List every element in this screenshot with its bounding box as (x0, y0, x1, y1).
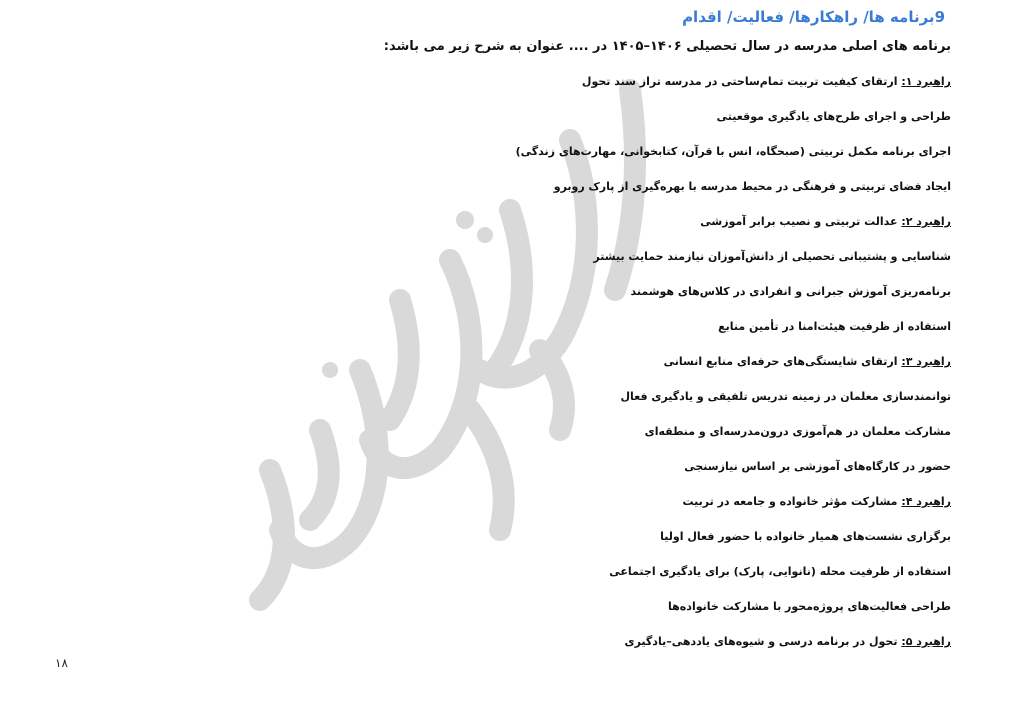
action-text: ایجاد فضای تربیتی و فرهنگی در محیط مدرسه با بهره‌گیری از پارک روبرو (553, 180, 951, 193)
action-text: برگزاری نشست‌های همیار خانواده با حضور فعال اولیا (660, 530, 951, 543)
intro-text: برنامه های اصلی مدرسه در سال تحصیلی ۱۴۰۶–۱۴۰۵ در .... عنوان به شرح زیر می باشد: (383, 39, 951, 54)
strategy-text: ارتقای شایستگی‌های حرفه‌ای منابع انسانی (663, 355, 902, 368)
strategy-text: عدالت تربیتی و نصیب برابر آموزشی (700, 215, 902, 228)
action-text: استفاده از ظرفیت هیئت‌امنا در تأمین منابع (718, 320, 951, 333)
strategy-label: راهبرد ۱: (901, 75, 951, 88)
action-item (516, 144, 951, 160)
strategy-5 (625, 634, 952, 650)
strategy-label: راهبرد ۳: (901, 355, 951, 368)
action-item (593, 249, 951, 265)
action-text: مشارکت معلمان در هم‌آموزی درون‌مدرسه‌ای و منطقه‌ای (644, 425, 951, 438)
strategy-1 (582, 74, 951, 90)
action-item (684, 459, 951, 475)
action-item (717, 109, 951, 125)
strategy-text: مشارکت مؤثر خانواده و جامعه در تربیت (682, 495, 902, 508)
action-text: توانمندسازی معلمان در زمینه تدریس تلفیقی و یادگیری فعال (620, 390, 951, 403)
action-item (645, 424, 951, 440)
action-text: طراحی و اجرای طرح‌های یادگیری موقعیتی (716, 110, 951, 123)
action-text: اجرای برنامه مکمل تربیتی (صبحگاه، انس با قرآن، کتابخوانی، مهارت‌های زندگی) (515, 145, 951, 158)
strategy-3 (664, 354, 951, 370)
strategy-2 (700, 214, 951, 230)
action-item (609, 564, 951, 580)
action-text: برنامه‌ریزی آموزش جبرانی و انفرادی در کلاس‌های هوشمند (630, 285, 951, 298)
action-text: استفاده از ظرفیت محله (نانوایی، پارک) برای یادگیری اجتماعی (609, 565, 951, 578)
action-item (660, 529, 951, 545)
page-number: ۱۸ (55, 656, 68, 670)
section-title: 9برنامه ها/ راهکارها/ فعالیت/ اقدام (682, 8, 945, 26)
action-text: طراحی فعالیت‌های پروژه‌محور با مشارکت خانواده‌ها (668, 600, 951, 613)
action-item (554, 179, 951, 195)
action-item (631, 284, 952, 300)
strategy-text: ارتقای کیفیت تربیت تمام‌ساحتی در مدرسه تراز سند تحول (581, 75, 902, 88)
strategy-text: تحول در برنامه درسی و شیوه‌های یاددهی–یادگیری (624, 635, 902, 648)
strategy-label: راهبرد ۲: (901, 215, 951, 228)
action-text: حضور در کارگاه‌های آموزشی بر اساس نیازسنجی (684, 460, 951, 473)
strategy-label: راهبرد ۴: (901, 495, 951, 508)
action-item (668, 599, 951, 615)
action-item (620, 389, 951, 405)
strategy-label: راهبرد ۵: (901, 635, 951, 648)
strategy-4 (683, 494, 951, 510)
action-text: شناسایی و پشتیبانی تحصیلی از دانش‌آموزان نیازمند حمایت بیشتر (593, 250, 951, 263)
action-item (718, 319, 951, 335)
